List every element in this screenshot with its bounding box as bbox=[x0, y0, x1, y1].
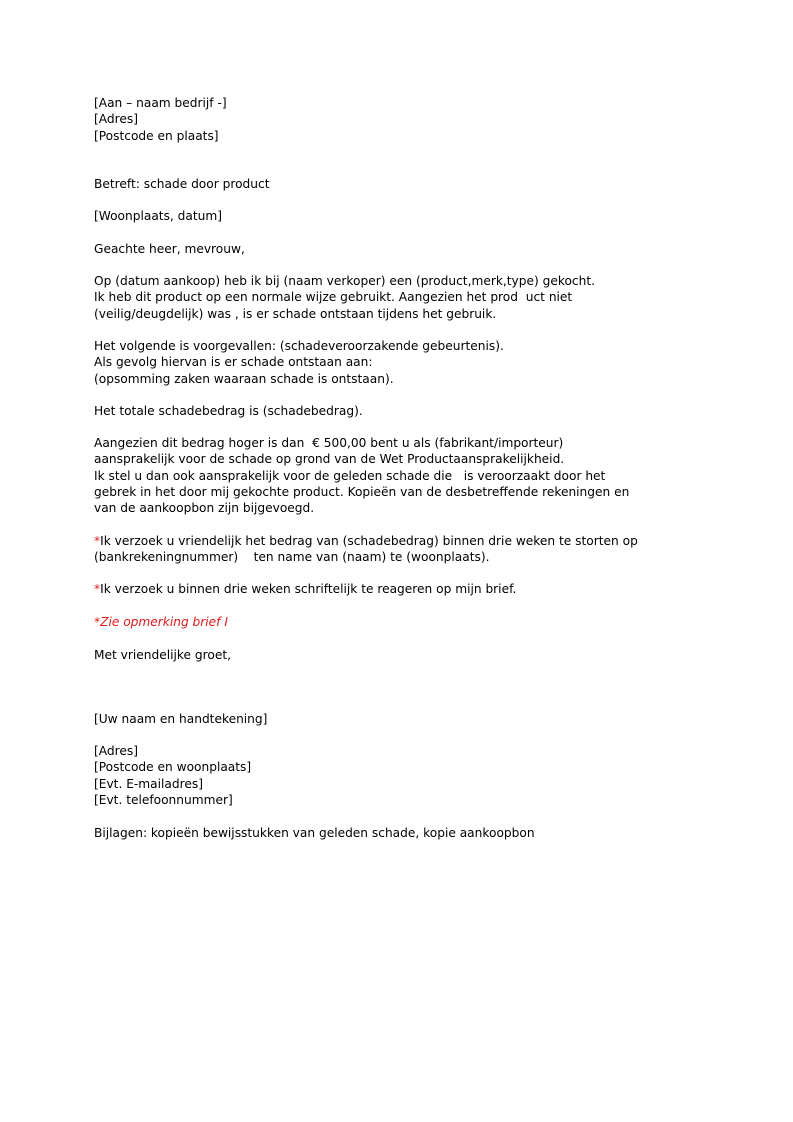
sender-phone: [Evt. telefoonnummer] bbox=[94, 792, 233, 807]
subject-line bbox=[94, 176, 734, 192]
option-marker: * bbox=[94, 534, 101, 548]
subject-text: Betreft: schade door product bbox=[94, 177, 270, 191]
paragraph-incident bbox=[94, 338, 734, 387]
paragraph-line: Het totale schadebedrag is (schadebedrag). bbox=[94, 404, 363, 418]
recipient-postal-city: [Postcode en plaats] bbox=[94, 128, 219, 143]
paragraph-line: Ik heb dit product op een normale wijze gebruikt. Aangezien het prod uct niet bbox=[94, 290, 573, 305]
remark-text: *Zie opmerking brief I bbox=[94, 615, 228, 629]
paragraph-line: Op (datum aankoop) heb ik bij (naam verkoper) een (product,merk,type) gekocht. bbox=[94, 274, 596, 288]
paragraph-line: Aangezien dit bedrag hoger is dan € 500,00 bent u als (fabrikant/importeur) bbox=[94, 436, 564, 450]
sender-details bbox=[94, 743, 734, 808]
option-response-request bbox=[94, 581, 734, 597]
paragraph-line: (bankrekeningnummer) ten name van (naam) te (woonplaats). bbox=[94, 550, 490, 565]
paragraph-line: Het volgende is voorgevallen: (schadeveroorzakende gebeurtenis). bbox=[94, 339, 504, 353]
paragraph-line: Ik stel u dan ook aansprakelijk voor de geleden schade die is veroorzaakt door het bbox=[94, 468, 606, 483]
paragraph-line: Als gevolg hiervan is er schade ontstaan aan: bbox=[94, 355, 373, 370]
place-date-line bbox=[94, 208, 734, 224]
sender-address: [Adres] bbox=[94, 744, 138, 758]
attachments-text: Bijlagen: kopieën bewijsstukken van geleden schade, kopie aankoopbon bbox=[94, 826, 535, 840]
paragraph-line: (opsomming zaken waaraan schade is ontstaan). bbox=[94, 371, 394, 386]
recipient-street: [Adres] bbox=[94, 112, 138, 127]
salutation-text: Geachte heer, mevrouw, bbox=[94, 242, 245, 256]
signature-block bbox=[94, 711, 734, 727]
sender-postal-city: [Postcode en woonplaats] bbox=[94, 760, 252, 775]
option-text: Ik verzoek u vriendelijk het bedrag van (schadebedrag) binnen drie weken te storten op bbox=[100, 534, 638, 548]
paragraph-line bbox=[94, 581, 734, 597]
place-date-text: [Woonplaats, datum] bbox=[94, 209, 222, 223]
paragraph-damage-amount bbox=[94, 403, 734, 419]
closing bbox=[94, 647, 734, 663]
paragraph-line bbox=[94, 533, 734, 549]
option-text: Ik verzoek u binnen drie weken schriftelijk te reageren op mijn brief. bbox=[100, 582, 517, 596]
paragraph-purchase bbox=[94, 273, 734, 322]
option-marker: * bbox=[94, 582, 101, 596]
signature-placeholder: [Uw naam en handtekening] bbox=[94, 712, 268, 726]
salutation bbox=[94, 241, 734, 257]
sender-email: [Evt. E-mailadres] bbox=[94, 776, 203, 791]
remark-note bbox=[94, 614, 734, 630]
paragraph-line: aansprakelijk voor de schade op grond van de Wet Productaansprakelijkheid. bbox=[94, 452, 565, 467]
paragraph-line: van de aankoopbon zijn bijgevoegd. bbox=[94, 501, 315, 516]
option-payment-request bbox=[94, 533, 734, 566]
paragraph-line: (veilig/deugdelijk) was , is er schade ontstaan tijdens het gebruik. bbox=[94, 306, 497, 321]
paragraph-line: gebrek in het door mij gekochte product. Kopieën van de desbetreffende rekeningen en bbox=[94, 484, 630, 499]
closing-text: Met vriendelijke groet, bbox=[94, 648, 231, 662]
recipient-address bbox=[94, 95, 734, 144]
recipient-name: [Aan – naam bedrijf -] bbox=[94, 96, 227, 110]
paragraph-liability bbox=[94, 435, 734, 516]
attachments-line bbox=[94, 825, 734, 841]
